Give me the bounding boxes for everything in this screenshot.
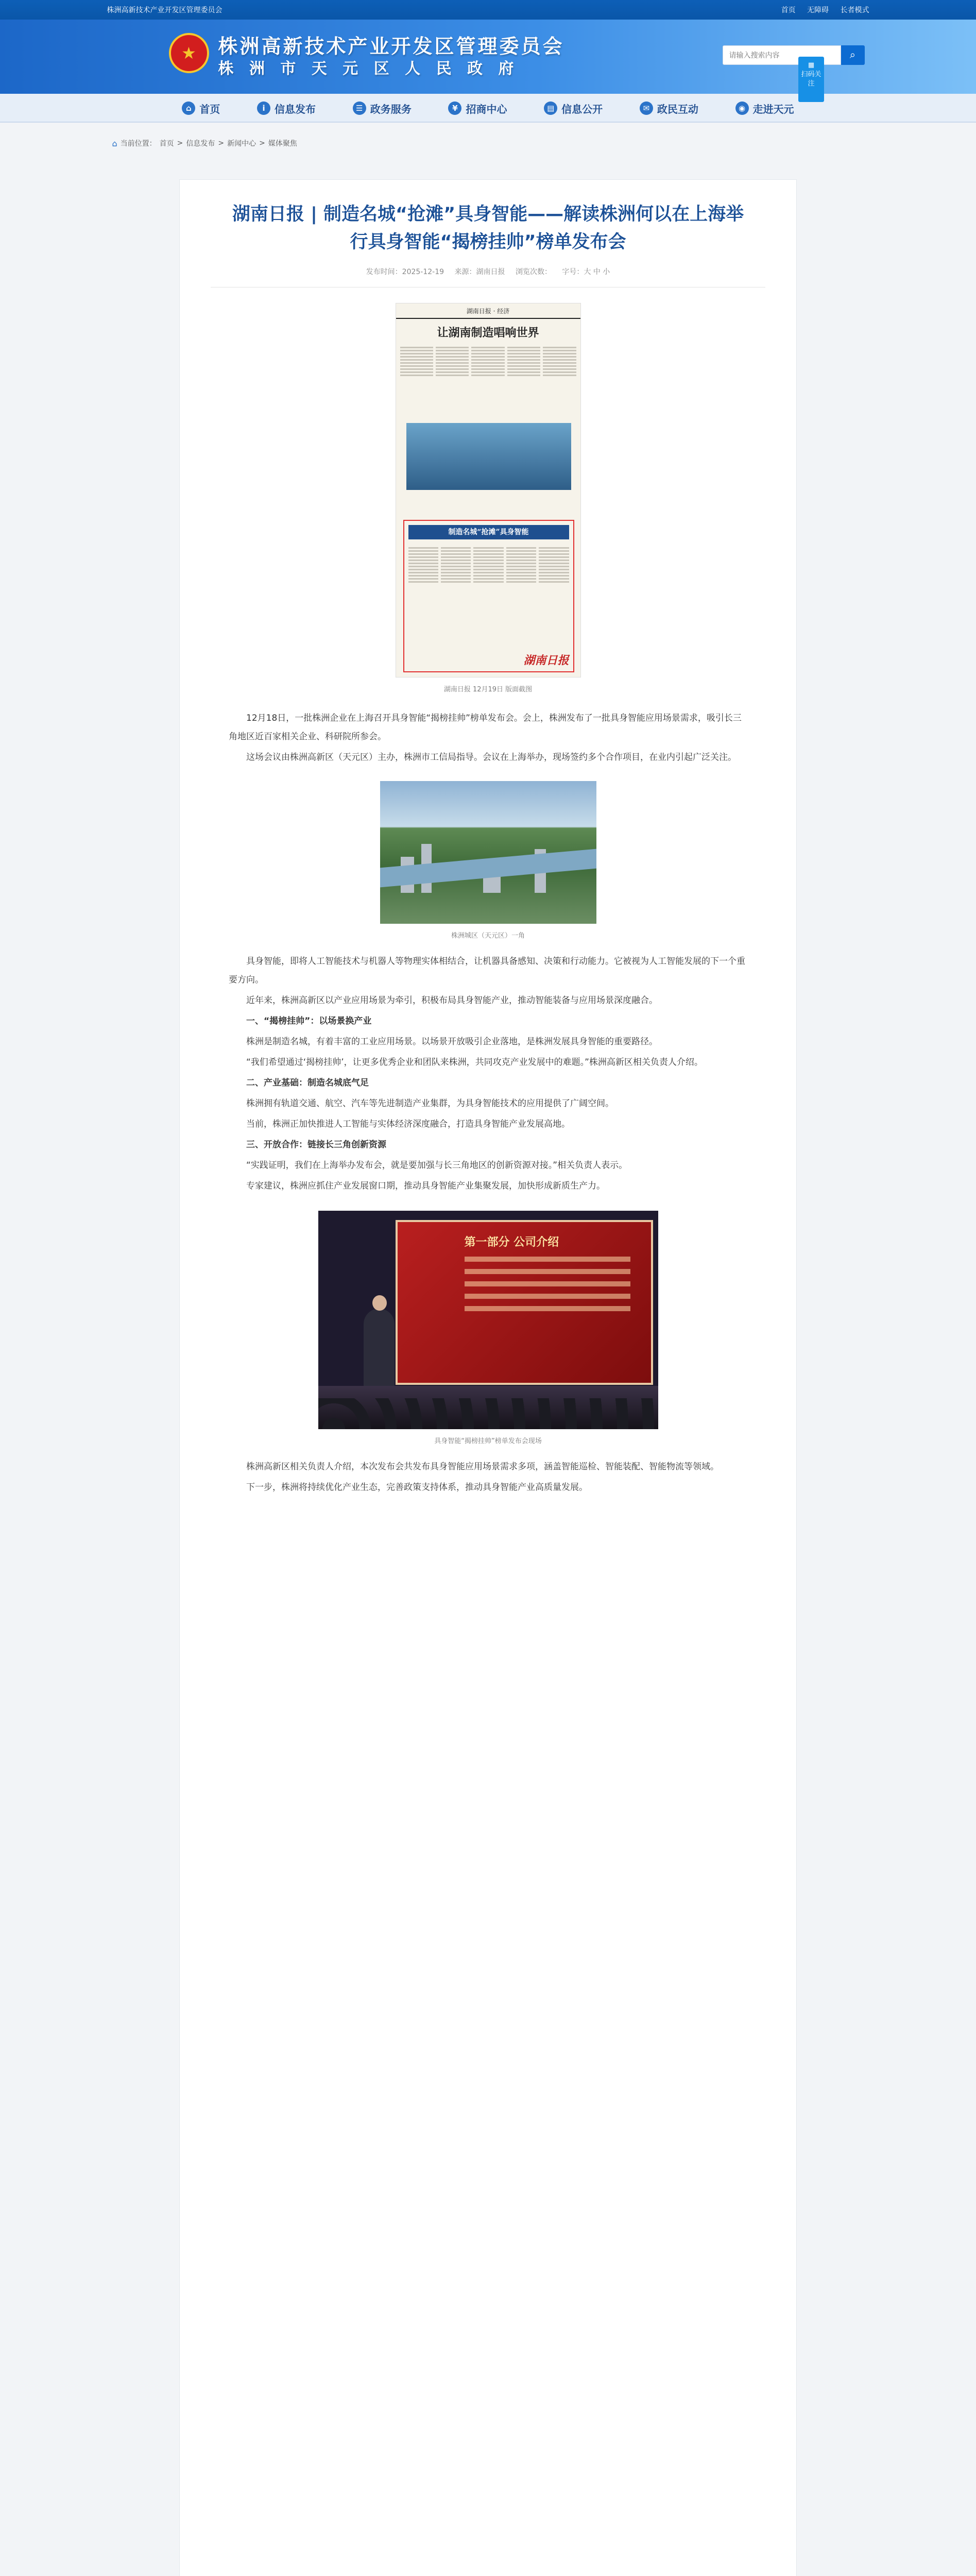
qr-icon: ▦	[808, 61, 815, 69]
breadcrumb-item-news[interactable]: 信息发布	[186, 140, 215, 148]
article-container	[179, 179, 797, 2576]
slide-line	[465, 1294, 630, 1299]
paragraph: 下一步，株洲将持续优化产业生态，完善政策支持体系，推动具身智能产业高质量发展。	[246, 1482, 588, 1493]
breadcrumb-sep: >	[177, 139, 183, 147]
nav-item-investment[interactable]	[448, 101, 507, 116]
nav-item-news[interactable]	[257, 101, 316, 116]
slide-line	[465, 1257, 630, 1262]
article-date: 发布时间：2025-12-19	[366, 268, 444, 276]
top-link-elder-mode[interactable]: 长者模式	[840, 6, 869, 14]
newspaper-columns	[396, 343, 580, 380]
newspaper-caption: 湖南日报 12月19日 版面截图	[443, 686, 533, 693]
city-photo	[380, 781, 596, 924]
breadcrumb-sep: >	[218, 139, 225, 147]
site-name	[218, 35, 564, 80]
section-subhead: 一、“揭榜挂帅”：以场景换产业	[246, 1016, 372, 1026]
audience	[318, 1398, 658, 1429]
article-body	[180, 709, 796, 767]
service-icon: ☰	[353, 101, 366, 115]
conference-slide-title: 第一部分 公司介绍	[464, 1235, 559, 1249]
photo-caption: 株洲城区（天元区）一角	[451, 932, 525, 940]
newspaper-highlight-box	[403, 520, 574, 672]
paragraph: 株洲高新区相关负责人介绍，本次发布会共发布具身智能应用场景需求多项，涵盖智能巡检、智能装配、智能物流等领域。	[246, 1462, 719, 1472]
paragraph: 近年来，株洲高新区以产业应用场景为牵引，积极布局具身智能产业，推动智能装备与应用场景深度融合。	[246, 995, 658, 1006]
section-subhead: 二、产业基础：制造名城底气足	[246, 1078, 369, 1088]
newspaper-headline: 让湖南制造唱响世界	[437, 326, 539, 340]
newspaper-box-title: 制造名城“抢滩”具身智能	[408, 525, 569, 539]
article-views: 浏览次数：	[515, 268, 552, 276]
paragraph: 当前，株洲正加快推进人工智能与实体经济深度融合，打造具身智能产业发展高地。	[246, 1119, 570, 1129]
chat-icon: ✉	[640, 101, 653, 115]
paragraph: 具身智能，即将人工智能技术与机器人等物理实体相结合，让机器具备感知、决策和行动能力。它被视为人工智能发展的下一个重要方向。	[229, 956, 745, 985]
nav-label: 政务服务	[370, 103, 412, 115]
section-subhead: 三、开放合作：链接长三角创新资源	[246, 1140, 386, 1150]
location-pin-icon: ⌂	[112, 138, 117, 148]
nav-item-services[interactable]	[353, 101, 412, 116]
top-strip-links	[772, 5, 869, 15]
newspaper-header: 湖南日报 · 经济	[396, 303, 580, 319]
breadcrumb-item-home[interactable]: 首页	[159, 140, 174, 148]
newspaper-figure	[180, 303, 796, 693]
conference-screen	[396, 1220, 653, 1385]
business-icon: ¥	[448, 101, 461, 115]
slide-line	[465, 1269, 630, 1274]
emblem-logo-icon: ★	[169, 33, 209, 73]
nav-label: 信息公开	[561, 103, 603, 115]
top-link-home[interactable]: 首页	[781, 6, 796, 14]
breadcrumb-label: 当前位置：	[120, 140, 157, 148]
nav-label: 信息发布	[275, 103, 316, 115]
breadcrumb	[102, 123, 875, 156]
nav-label: 政民互动	[657, 103, 698, 115]
paragraph: 株洲是制造名城，有着丰富的工业应用场景。以场景开放吸引企业落地，是株洲发展具身智能的重要路径。	[246, 1037, 658, 1047]
header-banner	[0, 20, 976, 94]
qr-side-button[interactable]	[798, 57, 824, 102]
top-link-accessibility[interactable]: 无障碍	[807, 6, 829, 14]
nav-label: 招商中心	[466, 103, 507, 115]
location-icon: ◉	[735, 101, 749, 115]
article-source: 来源：湖南日报	[454, 268, 505, 276]
newspaper-masthead: 湖南日报	[523, 654, 569, 667]
site-name-line1: 株洲高新技术产业开发区管理委员会	[218, 35, 564, 58]
breadcrumb-item-media[interactable]: 媒体聚焦	[268, 140, 297, 148]
article-body	[180, 1458, 796, 1497]
paragraph: 株洲拥有轨道交通、航空、汽车等先进制造产业集群，为具身智能技术的应用提供了广阔空间。	[246, 1098, 614, 1109]
search-icon: ⌕	[849, 49, 856, 61]
article-meta	[211, 266, 765, 287]
nav-label: 首页	[199, 103, 220, 115]
article-title: 湖南日报 | 制造名城“抢滩”具身智能——解读株洲何以在上海举行具身智能“揭榜挂帅”榜单发布会	[232, 204, 744, 252]
search-button[interactable]	[841, 45, 865, 65]
nav-item-disclosure[interactable]	[544, 101, 603, 116]
conference-photo	[318, 1211, 658, 1429]
nav-item-home[interactable]	[182, 101, 220, 116]
qr-side-label: 扫码关注	[801, 71, 821, 88]
paragraph: “我们希望通过‘揭榜挂帅’，让更多优秀企业和团队来株洲，共同攻克产业发展中的难题。”株洲高新区相关负责人介绍。	[246, 1057, 703, 1067]
nav-item-interaction[interactable]	[640, 101, 698, 116]
article-body	[180, 952, 796, 1195]
slide-line	[465, 1306, 630, 1311]
top-strip	[0, 0, 976, 20]
paragraph: 12月18日，一批株洲企业在上海召开具身智能“揭榜挂帅”榜单发布会。会上，株洲发布了一批具身智能应用场景需求，吸引长三角地区近百家相关企业、科研院所参会。	[229, 713, 742, 742]
font-size-switch[interactable]: 字号：大 中 小	[562, 268, 610, 276]
paragraph: 专家建议，株洲应抓住产业发展窗口期，推动具身智能产业集聚发展，加快形成新质生产力。	[246, 1181, 605, 1191]
paragraph: 这场会议由株洲高新区（天元区）主办，株洲市工信局指导。会议在上海举办，现场签约多个合作项目，在业内引起广泛关注。	[246, 752, 737, 762]
breadcrumb-sep: >	[259, 139, 265, 147]
conference-caption: 具身智能“揭榜挂帅”榜单发布会现场	[434, 1437, 542, 1445]
nav-item-about[interactable]	[735, 101, 794, 116]
home-icon: ⌂	[182, 101, 195, 115]
info-icon: i	[257, 101, 270, 115]
breadcrumb-item-center[interactable]: 新闻中心	[227, 140, 256, 148]
newspaper-photo	[406, 423, 571, 490]
speaker-figure	[364, 1309, 395, 1386]
newspaper-page-image	[396, 303, 581, 677]
document-icon: ▤	[544, 101, 557, 115]
paragraph: “实践证明，我们在上海举办发布会，就是要加强与长三角地区的创新资源对接。”相关负责人表示。	[246, 1160, 628, 1171]
nav-label: 走进天元	[752, 103, 794, 115]
main-nav	[0, 94, 976, 123]
slide-line	[465, 1281, 630, 1286]
top-strip-title: 株洲高新技术产业开发区管理委员会	[107, 6, 222, 14]
site-name-line2: 株 洲 市 天 元 区 人 民 政 府	[218, 60, 519, 78]
newspaper-box-columns	[404, 544, 573, 586]
